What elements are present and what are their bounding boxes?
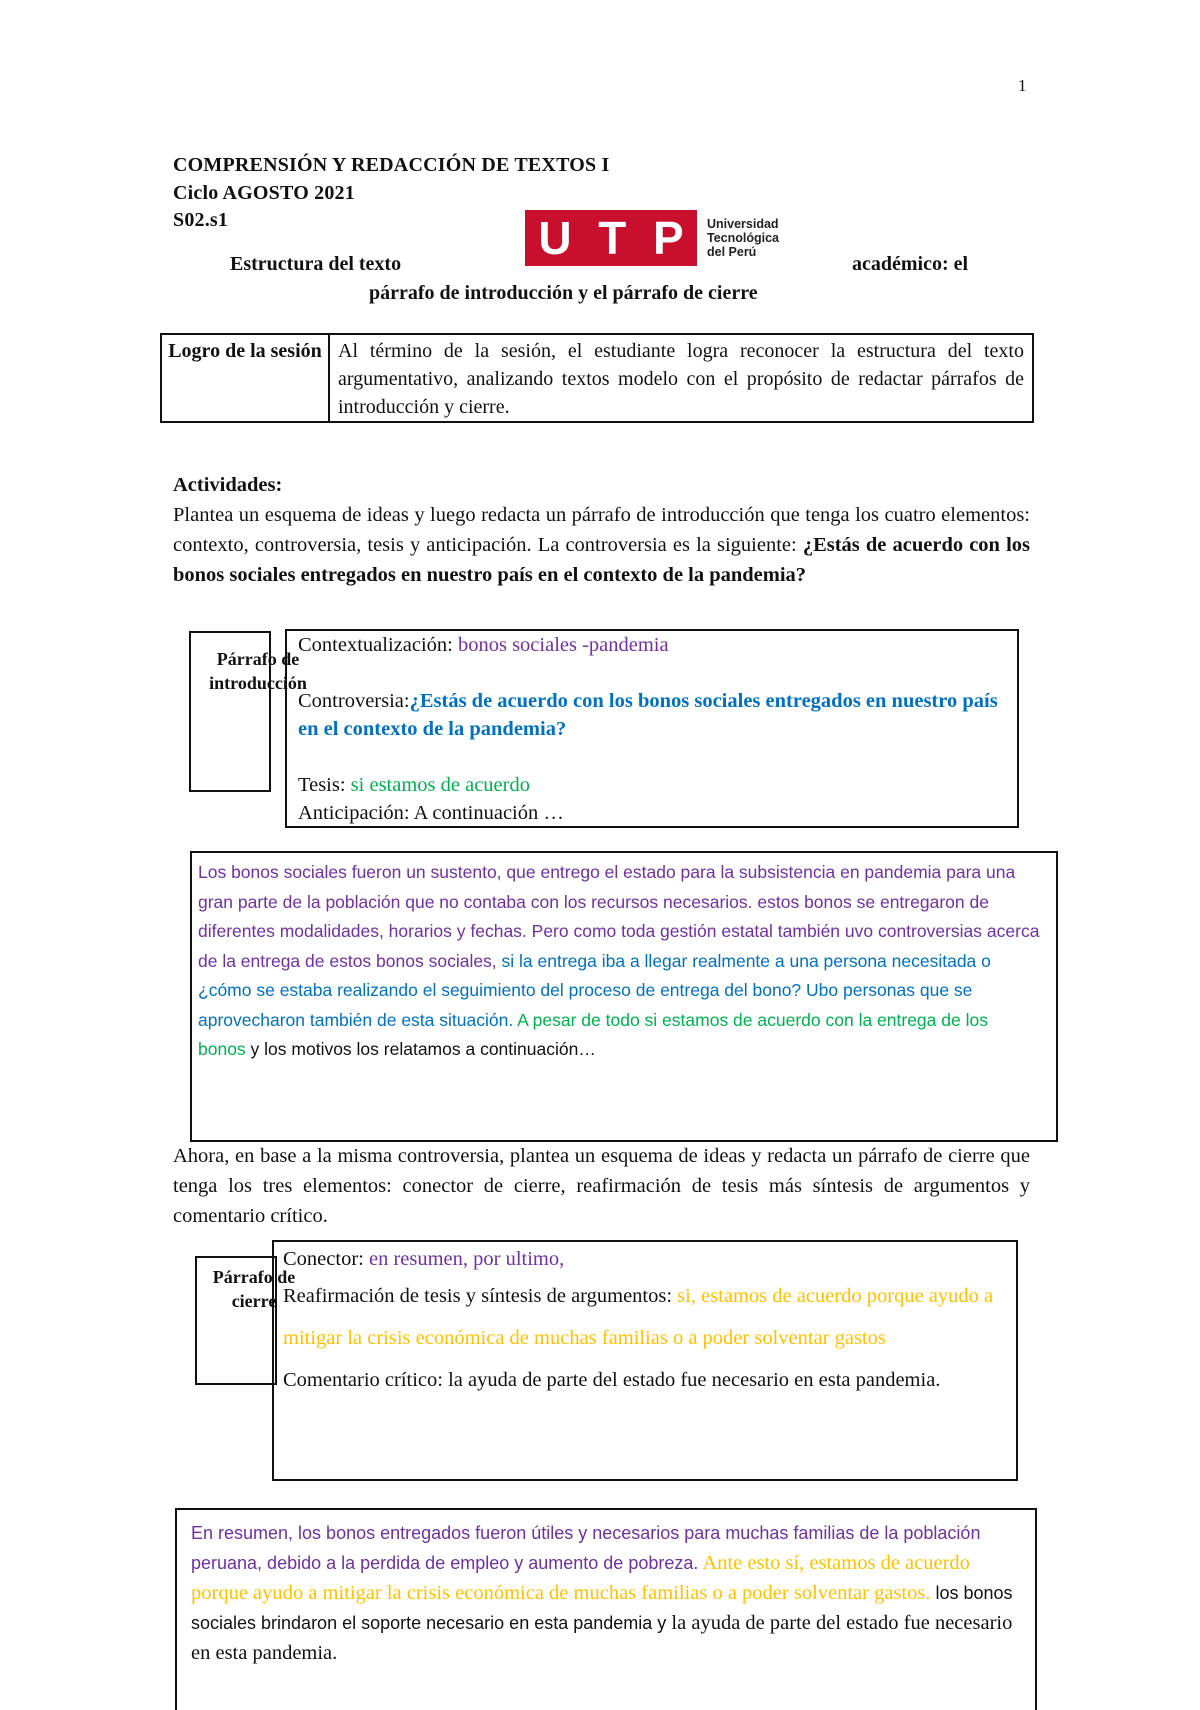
- intro-paragraph-context: Los bonos sociales fueron un sustento, que entrego el estado para la subsistencia en pandemia para una gran parte de la población que no contaba con los recursos necesarios. estos bonos se entregaron de diferentes modalidades, horarios y fechas. Pero como toda gestión estatal también uvo controversias acerca de la entrega de estos bonos sociales,: [198, 862, 1040, 971]
- logo-line-3: del Perú: [707, 245, 757, 259]
- utp-logo-text: [707, 217, 779, 259]
- activities-question: ¿Estás de acuerdo con los bonos sociales entregados en nuestro país en el contexto de la pandemia?: [173, 534, 1030, 586]
- intro-context-label: Contextualización:: [298, 634, 458, 656]
- utp-logo-mark: [525, 210, 697, 266]
- closing-reaffirm-value: si, estamos de acuerdo porque ayudo a mitigar la crisis económica de muchas familias o a poder solventar gastos: [283, 1285, 994, 1349]
- intro-context-value: bonos sociales -pandemia: [457, 634, 669, 656]
- activities-text: Plantea un esquema de ideas y luego redacta un párrafo de introducción que tenga los cuatro elementos: contexto, controversia, tesis y anticipación. La controversia es la siguiente:: [173, 504, 1030, 556]
- closing-paragraph-comment-b: la ayuda de parte del estado fue necesario en esta pandemia.: [191, 1612, 1013, 1664]
- session-goal-text: Al término de la sesión, el estudiante logra reconocer la estructura del texto argumentativo, analizando textos modelo con el propósito de redactar párrafos de introducción y cierre.: [338, 340, 1024, 418]
- cycle-label: Ciclo AGOSTO 2021: [173, 182, 355, 204]
- closing-comment: Comentario crítico: la ayuda de parte del estado fue necesario en esta pandemia.: [283, 1369, 941, 1391]
- intro-paragraph-thesis: A pesar de todo si estamos de acuerdo con la entrega de los bonos: [198, 1009, 988, 1059]
- closing-connector-value: en resumen, por ultimo,: [368, 1248, 565, 1270]
- closing-paragraph: [191, 1518, 1021, 1668]
- intro-controversy-label: Controversia:: [298, 690, 410, 712]
- doc-title-part2: académico: el: [852, 253, 969, 275]
- closing-paragraph-comment-a: los bonos sociales brindaron el soporte necesario en esta pandemia y: [191, 1583, 1013, 1633]
- doc-title-part1: Estructura del texto: [230, 253, 402, 275]
- activities-instructions: [173, 500, 1030, 590]
- closing-instructions: Ahora, en base a la misma controversia, plantea un esquema de ideas y redacta un párrafo de cierre que tenga los tres elementos: conector de cierre, reafirmación de tesis más síntesis de argumentos y comentario crítico.: [173, 1145, 1030, 1227]
- intro-controversy-value: ¿Estás de acuerdo con los bonos sociales entregados en nuestro país en el contexto de la pandemia?: [298, 690, 998, 740]
- session-goal-label: Logro de la sesión: [162, 335, 330, 421]
- intro-thesis-value: si estamos de acuerdo: [350, 774, 530, 796]
- intro-controversy: [298, 687, 1010, 743]
- intro-label: Párrafo de introducción: [209, 649, 307, 693]
- closing-connector-label: Conector:: [283, 1248, 369, 1270]
- page-number: 1: [1018, 76, 1027, 95]
- activities-section: [173, 470, 1030, 590]
- course-title: COMPRENSIÓN Y REDACCIÓN DE TEXTOS I: [173, 154, 610, 176]
- intro-paragraph-anticipation: y los motivos los relatamos a continuación…: [245, 1039, 596, 1059]
- closing-paragraph-thesis: Ante esto sí, estamos de acuerdo porque ayudo a mitigar la crisis económica de muchas familias o a poder solventar gastos.: [191, 1552, 970, 1604]
- closing-reaffirm: [283, 1275, 1005, 1359]
- logo-line-2: Tecnológica: [707, 231, 780, 245]
- logo-letter-p: P: [652, 212, 684, 264]
- logo-line-1: Universidad: [707, 217, 779, 231]
- intro-scheme-content: [298, 631, 1010, 827]
- intro-paragraph-controversy: si la entrega iba a llegar realmente a una persona necesitada o ¿cómo se estaba realizando el seguimiento del proceso de entrega del bono? Ubo personas que se aprovecharon también de esta situación.: [198, 950, 991, 1030]
- closing-paragraph-summary: En resumen, los bonos entregados fueron útiles y necesarios para muchas familias de la población peruana, debido a la perdida de empleo y aumento de pobreza.: [191, 1523, 981, 1573]
- closing-reaffirm-label: Reafirmación de tesis y síntesis de argumentos:: [283, 1285, 678, 1307]
- intro-anticipation: Anticipación: A continuación …: [298, 802, 564, 824]
- intro-thesis-label: Tesis:: [298, 774, 351, 796]
- logo-letter-u: U: [538, 212, 572, 264]
- session-goal-table: [160, 333, 1034, 423]
- intro-context: [298, 631, 1010, 659]
- intro-thesis: [298, 771, 1010, 799]
- doc-title-line2: párrafo de introducción y el párrafo de cierre: [369, 282, 758, 304]
- closing-label: Párrafo de cierre: [212, 1267, 296, 1311]
- intro-paragraph: [198, 858, 1040, 1065]
- closing-connector: [283, 1245, 1005, 1273]
- logo-letter-t: T: [598, 212, 627, 264]
- utp-logo: [525, 210, 793, 266]
- activities-heading: Actividades:: [173, 474, 283, 496]
- closing-scheme-content: [283, 1245, 1005, 1401]
- session-label: S02.s1: [173, 209, 229, 231]
